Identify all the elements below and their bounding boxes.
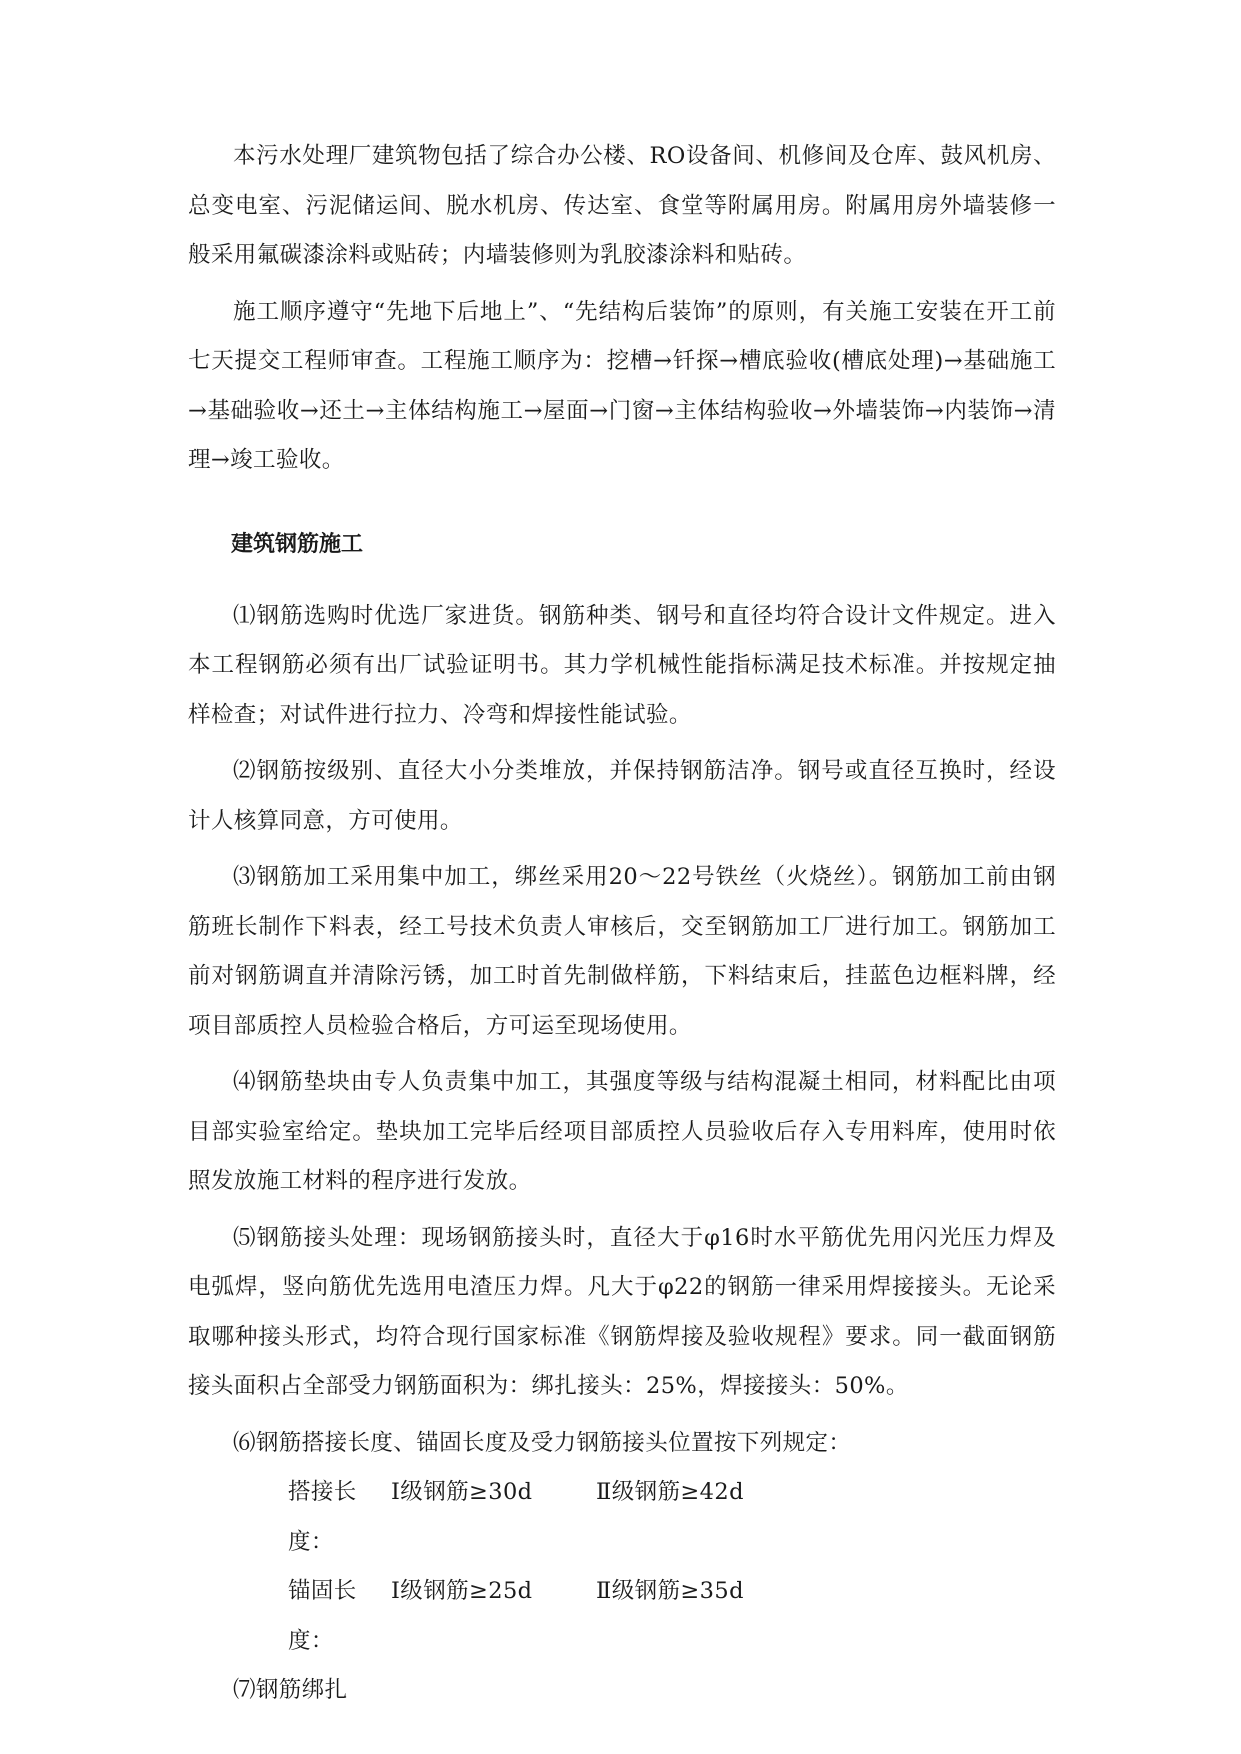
spec-grade1: Ⅰ级钢筋≥30d	[391, 1479, 533, 1505]
spec-row-anchor-length	[188, 1567, 1056, 1666]
paragraph-spacer	[188, 1051, 1056, 1058]
list-item: ⑶钢筋加工采用集中加工，绑丝采用20～22号铁丝（火烧丝）。钢筋加工前由钢筋班长制作下料表，经工号技术负责人审核后，交至钢筋加工厂进行加工。钢筋加工前对钢筋调直并清除污锈，加工时首先制做样筋，下料结束后，挂蓝色边框料牌，经项目部质控人员检验合格后，方可运至现场使用。	[188, 864, 1056, 1039]
list-item-binding: ⑺钢筋绑扎	[233, 1677, 348, 1703]
list-item: ⑹钢筋搭接长度、锚固长度及受力钢筋接头位置按下列规定：	[233, 1429, 852, 1456]
paragraph-spacer	[188, 1207, 1056, 1214]
spec-grade1: Ⅰ级钢筋≥25d	[391, 1578, 533, 1604]
spec-grade2: Ⅱ级钢筋≥35d	[596, 1578, 744, 1604]
spec-label: 锚固长度：	[288, 1578, 357, 1654]
intro-paragraph-sequence: 施工顺序遵守“先地下后地上”、“先结构后装饰”的原则，有关施工安装在开工前七天提交工程师审查。工程施工顺序为：挖槽→钎探→槽底验收(槽底处理)→基础施工→基础验收→还土→主体结构施工→屋面→门窗→主体结构验收→外墙装饰→内装饰→清理→竣工验收。	[188, 298, 1056, 473]
heading-spacer	[188, 486, 1056, 520]
list-item: ⑴钢筋选购时优选厂家进货。钢筋种类、钢号和直径均符合设计文件规定。进入本工程钢筋必须有出厂试验证明书。其力学机械性能指标满足技术标准。并按规定抽样检查；对试件进行拉力、冷弯和焊接性能试验。	[188, 602, 1056, 728]
list-item: ⑵钢筋按级别、直径大小分类堆放，并保持钢筋洁净。钢号或直径互换时，经设计人核算同意，方可使用。	[188, 758, 1056, 834]
section-heading: 建筑钢筋施工	[231, 531, 364, 557]
list-item: ⑸钢筋接头处理：现场钢筋接头时，直径大于φ16时水平筋优先用闪光压力焊及电弧焊，竖向筋优先选用电渣压力焊。凡大于φ22的钢筋一律采用焊接接头。无论采取哪种接头形式，均符合现行国家标准《钢筋焊接及验收规程》要求。同一截面钢筋接头面积占全部受力钢筋面积为：绑扎接头：25%，焊接接头：50%。	[188, 1224, 1056, 1399]
spec-label: 搭接长度：	[288, 1479, 357, 1555]
document-body	[188, 132, 1056, 1716]
paragraph-spacer	[188, 740, 1056, 747]
spec-row-lap-length	[188, 1468, 1056, 1567]
heading-spacer	[188, 570, 1056, 592]
paragraph-spacer	[188, 1412, 1056, 1419]
list-item: ⑷钢筋垫块由专人负责集中加工，其强度等级与结构混凝土相同，材料配比由项目部实验室给定。垫块加工完毕后经项目部质控人员验收后存入专用料库，使用时依照发放施工材料的程序进行发放。	[188, 1069, 1056, 1194]
spec-grade2: Ⅱ级钢筋≥42d	[596, 1479, 744, 1505]
intro-paragraph-buildings: 本污水处理厂建筑物包括了综合办公楼、RO设备间、机修间及仓库、鼓风机房、总变电室、污泥储运间、脱水机房、传达室、食堂等附属用房。附属用房外墙装修一般采用氟碳漆涂料或贴砖；内墙装修则为乳胶漆涂料和贴砖。	[188, 143, 1056, 268]
paragraph-spacer	[188, 281, 1056, 288]
paragraph-spacer	[188, 846, 1056, 853]
